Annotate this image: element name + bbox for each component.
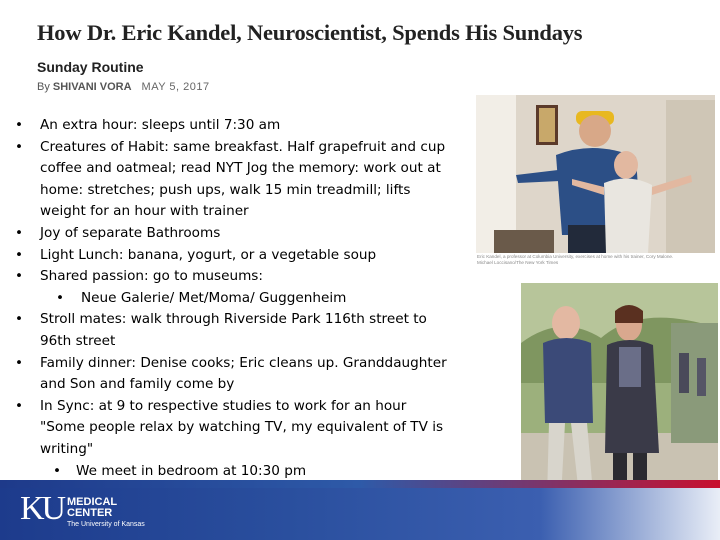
list-item — [15, 396, 480, 418]
list-item-text: Joy of separate Bathrooms — [40, 224, 221, 241]
list-item — [15, 266, 480, 288]
bullet-icon: • — [53, 462, 62, 479]
sub-list-item-text: We meet in bedroom at 10:30 pm — [76, 462, 307, 479]
list-item-text: weight for an hour with trainer — [40, 203, 249, 220]
sub-list-item — [15, 461, 480, 483]
list-item — [15, 309, 480, 331]
list-item-text: Family dinner: Denise cooks; Eric cleans up. Granddaughter — [40, 354, 447, 371]
bullet-icon: • — [15, 117, 24, 133]
list-item-text: 96th street — [40, 332, 116, 349]
list-item-text: writing" — [40, 440, 94, 457]
list-item-text: "Some people relax by watching TV, my equivalent of TV is — [40, 419, 444, 436]
article-headline: How Dr. Eric Kandel, Neuroscientist, Spends His Sundays — [37, 20, 583, 45]
photo-caption — [477, 254, 707, 266]
bullet-icon: • — [56, 289, 65, 306]
sub-list-item-text: Neue Galerie/ Met/Moma/ Guggenheim — [81, 289, 347, 306]
byline-prefix: By — [37, 81, 53, 93]
ku-logo-subtitle: The University of Kansas — [67, 521, 145, 528]
list-item — [15, 115, 480, 137]
ku-logo-wordmark — [67, 497, 117, 519]
section-label: Sunday Routine — [37, 59, 144, 75]
list-item-text: In Sync: at 9 to respective studies to work for an hour — [40, 397, 407, 414]
byline — [37, 81, 210, 93]
list-item-text: and Son and family come by — [40, 376, 235, 393]
list-item — [15, 245, 480, 267]
bullet-icon: • — [15, 397, 24, 414]
bullet-icon: • — [15, 311, 24, 328]
list-item-text: Creatures of Habit: same breakfast. Half grapefruit and cup — [40, 138, 446, 155]
list-item — [15, 353, 480, 375]
bullet-icon: • — [15, 246, 24, 263]
list-item-text: Light Lunch: banana, yogurt, or a vegetable soup — [40, 246, 377, 263]
ku-logo-line1: MEDICAL — [67, 496, 118, 508]
list-item-text: Shared passion: go to museums: — [40, 268, 263, 285]
author-name: SHIVANI VORA — [52, 81, 132, 93]
caption-credit: Michael Loccisano/The New York Times — [477, 260, 559, 265]
ku-logo-line2: CENTER — [67, 507, 113, 519]
bullet-icon: • — [15, 138, 24, 155]
caption-text: Eric Kandel, a professor at Columbia University, exercises at home with his trainer, Cory Malone. — [477, 254, 674, 259]
list-item-text: coffee and oatmeal; read NYT Jog the memory: work out at — [40, 160, 441, 177]
bullet-icon: • — [15, 354, 24, 371]
list-item — [15, 137, 480, 159]
bullet-icon: • — [15, 268, 24, 285]
bullet-icon: • — [15, 224, 24, 241]
list-item-text: An extra hour: sleeps until 7:30 am — [40, 117, 281, 133]
publish-date: MAY 5, 2017 — [141, 81, 210, 93]
footer-stripe — [0, 480, 720, 488]
sub-list-item — [15, 288, 480, 310]
list-item-text: Stroll mates: walk through Riverside Park 116th street to — [40, 311, 427, 328]
list-item — [15, 223, 480, 245]
list-item-text: home: stretches; push ups, walk 15 min treadmill; lifts — [40, 181, 411, 198]
bullet-list — [15, 115, 480, 482]
ku-logo-letters: KU — [20, 490, 64, 527]
photo-exercise-image — [476, 95, 715, 253]
photo-exercise — [476, 95, 715, 253]
